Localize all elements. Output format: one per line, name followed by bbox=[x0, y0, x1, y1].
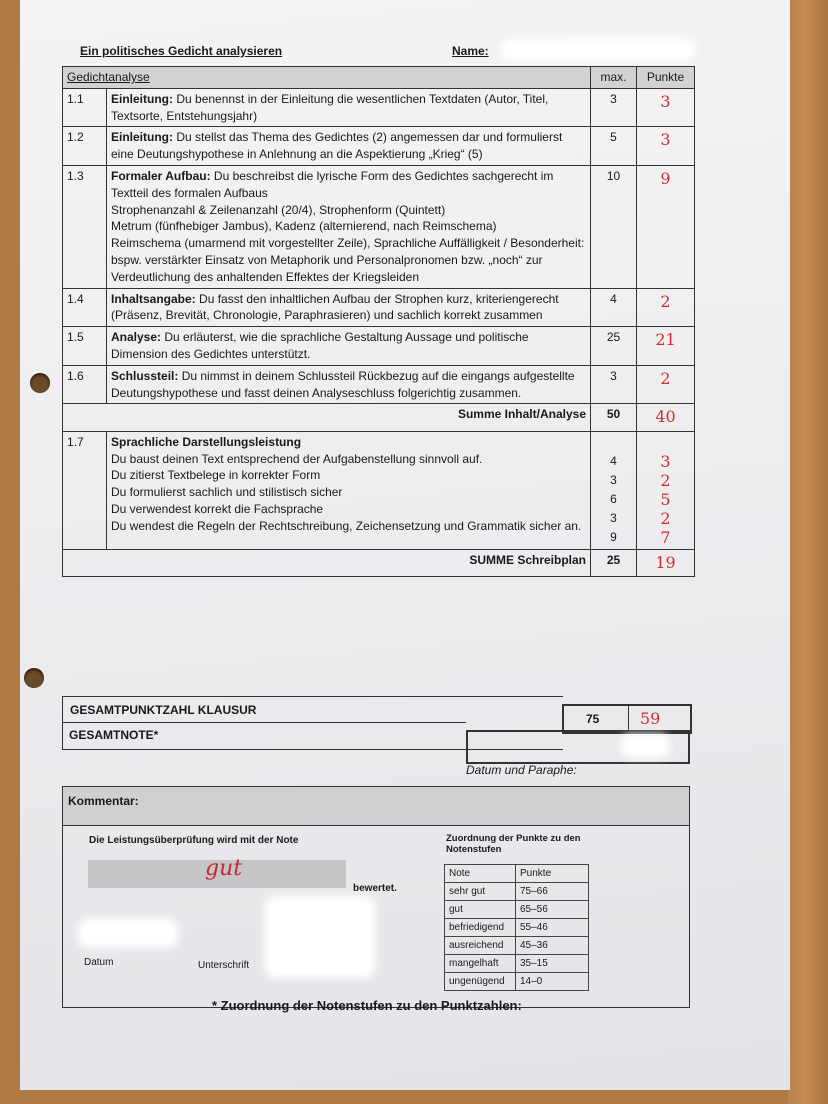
table-row bbox=[63, 431, 695, 549]
row-max-list: 4 3 6 3 9 bbox=[591, 431, 637, 549]
row-description: Schlussteil: Du nimmst in deinem Schlussteil Rückbezug auf die eingangs aufgestellte Deutungshypothese und fasst deinen Analyseschluss folgerichtig zusammen. bbox=[107, 365, 591, 404]
footnote: * Zuordnung der Notenstufen zu den Punktzahlen: bbox=[212, 998, 522, 1013]
table-row: gut 65–56 bbox=[445, 901, 589, 919]
table-row: sehr gut 75–66 bbox=[445, 883, 589, 901]
table-row bbox=[63, 365, 695, 404]
grade-handwritten: gut bbox=[205, 856, 243, 881]
row-max: 10 bbox=[591, 165, 637, 288]
table-row bbox=[63, 327, 695, 366]
subtotal-max: 25 bbox=[591, 549, 637, 576]
row-max: 3 bbox=[591, 88, 637, 127]
subtotal-row bbox=[63, 404, 695, 431]
row-id: 1.4 bbox=[63, 288, 107, 327]
table-row: mangelhaft 35–15 bbox=[445, 955, 589, 973]
row-points-list: 3 2 5 2 7 bbox=[637, 431, 695, 549]
points-header: Punkte bbox=[637, 67, 695, 89]
redacted-grade bbox=[620, 734, 670, 758]
divider bbox=[62, 722, 466, 723]
section-header: Gedichtanalyse bbox=[63, 67, 591, 89]
subtotal-label: Summe Inhalt/Analyse bbox=[63, 404, 591, 431]
row-max: 5 bbox=[591, 127, 637, 166]
bewertet-label: bewertet. bbox=[353, 883, 397, 894]
sheet-title: Ein politisches Gedicht analysieren bbox=[80, 44, 283, 58]
row-id: 1.2 bbox=[63, 127, 107, 166]
punch-hole bbox=[30, 373, 50, 393]
row-max: 4 bbox=[591, 288, 637, 327]
row-points: 3 bbox=[637, 127, 695, 166]
row-max: 3 bbox=[591, 365, 637, 404]
subtotal-max: 50 bbox=[591, 404, 637, 431]
row-id: 1.3 bbox=[63, 165, 107, 288]
table-row: ausreichend 45–36 bbox=[445, 937, 589, 955]
punch-hole bbox=[24, 668, 44, 688]
table-row bbox=[63, 288, 695, 327]
row-points: 2 bbox=[637, 288, 695, 327]
table-row bbox=[63, 127, 695, 166]
row-description: Einleitung: Du stellst das Thema des Gedichtes (2) angemessen dar und formulierst eine Deutungshypothese in Anlehnung an die Aspektierung „Krieg“ (5) bbox=[107, 127, 591, 166]
row-points: 2 bbox=[637, 365, 695, 404]
row-id: 1.7 bbox=[63, 431, 107, 549]
max-header: max. bbox=[591, 67, 637, 89]
row-points: 9 bbox=[637, 165, 695, 288]
date-initials-label: Datum und Paraphe: bbox=[466, 763, 577, 777]
comment-title: Kommentar: bbox=[68, 794, 139, 808]
divider bbox=[628, 706, 629, 732]
date-label: Datum bbox=[84, 957, 114, 968]
total-grade-label: GESAMTNOTE* bbox=[69, 728, 159, 742]
redacted-name bbox=[500, 38, 695, 60]
redacted-signature bbox=[265, 896, 375, 978]
grade-map-title: Zuordnung der Punkte zu den Notenstufen bbox=[446, 833, 581, 855]
subtotal-points: 19 bbox=[637, 549, 695, 576]
row-description: Analyse: Du erläuterst, wie die sprachliche Gestaltung Aussage und politische Dimension des Gedichtes unterstützt. bbox=[107, 327, 591, 366]
row-description: Inhaltsangabe: Du fasst den inhaltlichen Aufbau der Strophen kurz, kriteriengerecht (Präsenz, Brevität, Chronologie, Paraphrasieren) und sachlich korrekt zusammen bbox=[107, 288, 591, 327]
row-points: 21 bbox=[637, 327, 695, 366]
table-row: befriedigend 55–46 bbox=[445, 919, 589, 937]
desk-surface bbox=[788, 0, 828, 1104]
row-id: 1.5 bbox=[63, 327, 107, 366]
signature-label: Unterschrift bbox=[198, 960, 250, 971]
total-points-label: GESAMTPUNKTZAHL KLAUSUR bbox=[70, 703, 257, 717]
row-id: 1.6 bbox=[63, 365, 107, 404]
subtotal-label: SUMME Schreibplan bbox=[63, 549, 591, 576]
grade-map-table bbox=[444, 864, 589, 991]
row-description: Formaler Aufbau: Du beschreibst die lyrische Form des Gedichtes sachgerecht im Textteil des formalen Aufbaus Strophenanzahl & Zeilenanzahl (20/4), Strophenform (Quintett) Metrum (fünfhebiger Jambus), Kadenz (alternierend, nach Reimschema) Reimschema (umarmend mit vorgestellter Zeile), Sprachliche Auffälligkeit / Besonderheit: bspw. verstärkter Einsatz von Metaphorik und Personalpronomen bzw. „noch“ zur Verdeutlichung des anhaltenden Effektes der Kriegsleiden bbox=[107, 165, 591, 288]
grade-sentence: Die Leistungsüberprüfung wird mit der Note bbox=[89, 835, 299, 846]
grading-table bbox=[62, 66, 695, 577]
row-id: 1.1 bbox=[63, 88, 107, 127]
table-header-row bbox=[63, 67, 695, 89]
row-points: 3 bbox=[637, 88, 695, 127]
redacted-date bbox=[78, 918, 178, 948]
table-row bbox=[63, 88, 695, 127]
row-max: 25 bbox=[591, 327, 637, 366]
total-max: 75 bbox=[586, 712, 600, 726]
table-row bbox=[63, 165, 695, 288]
total-points: 59 bbox=[640, 709, 661, 728]
name-label: Name: bbox=[452, 44, 489, 58]
comment-header-bg bbox=[63, 787, 689, 826]
subtotal-points: 40 bbox=[637, 404, 695, 431]
table-row: ungenügend 14–0 bbox=[445, 973, 589, 991]
table-header-row: Note Punkte bbox=[445, 865, 589, 883]
row-description: Einleitung: Du benennst in der Einleitung die wesentlichen Textdaten (Autor, Titel, Textsorte, Entstehungsjahr) bbox=[107, 88, 591, 127]
row-description: Sprachliche Darstellungsleistung Du baust deinen Text entsprechend der Aufgabenstellung sinnvoll auf. Du zitierst Textbelege in korrekter Form Du formulierst sachlich und stilistisch sicher Du verwendest korrekt die Fachsprache Du wendest die Regeln der Rechtschreibung, Zeichensetzung und Grammatik sicher an. bbox=[107, 431, 591, 549]
subtotal-row bbox=[63, 549, 695, 576]
